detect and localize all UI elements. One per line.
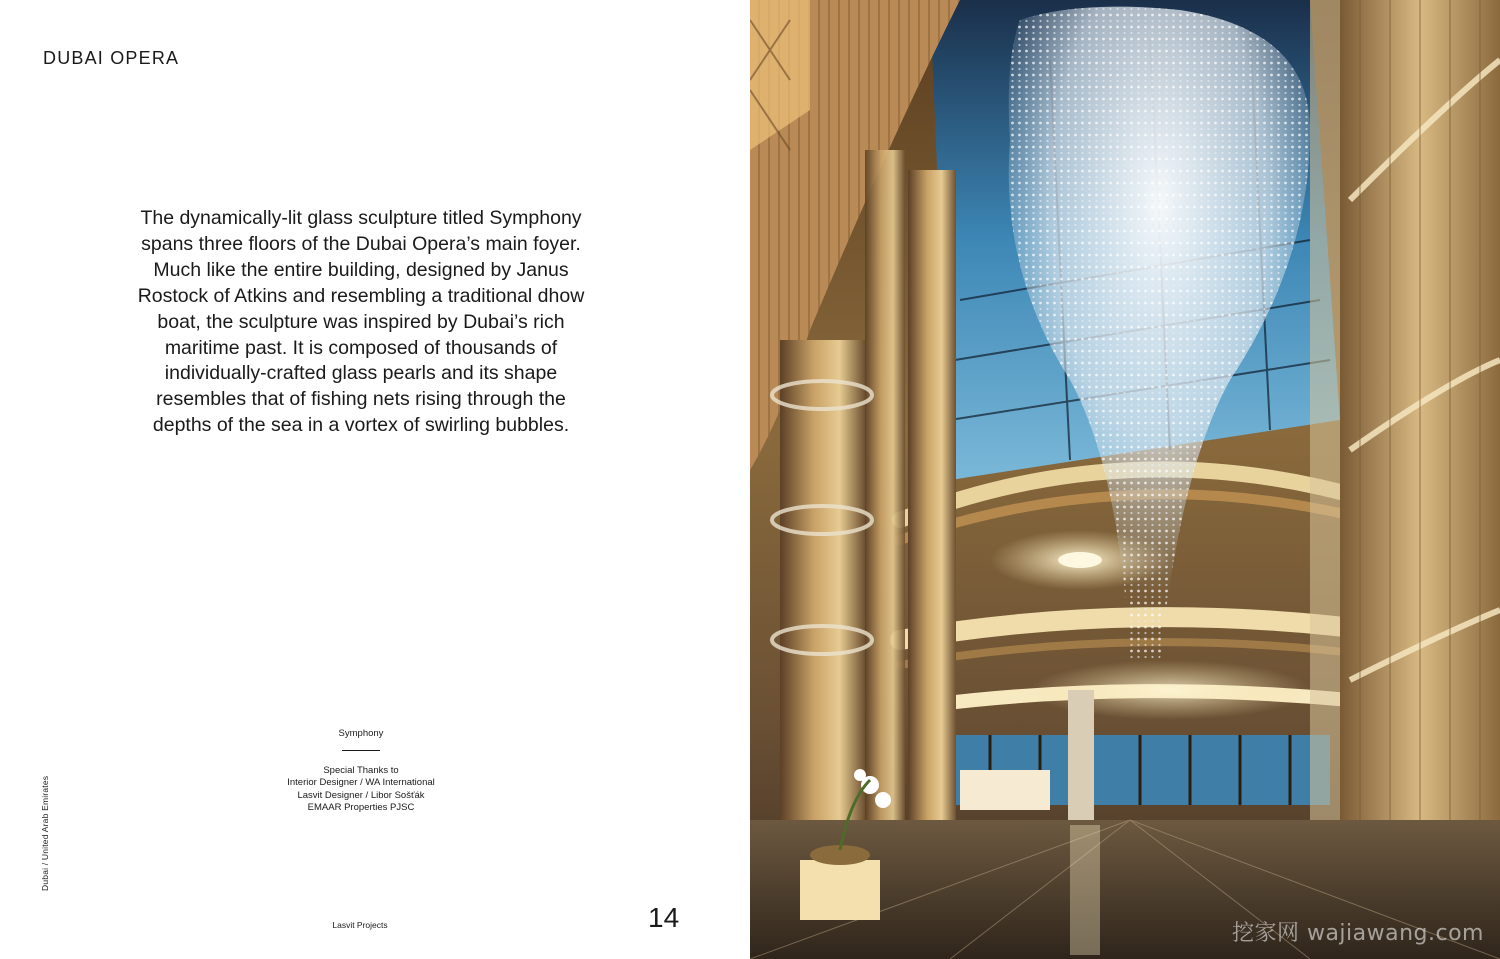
credit-line: Special Thanks to — [323, 765, 399, 777]
watermark-text: 挖家网 wajiawang.com — [1231, 921, 1484, 946]
page-number: 14 — [648, 902, 680, 933]
credit-line: EMAAR Properties PJSC — [307, 801, 415, 813]
credits-block — [236, 728, 486, 814]
body-paragraph: The dynamically-lit glass sculpture titled Symphony spans three floors of the Dubai Opera’s main foyer. Much like the entire building, designed by Janus Rostock of Atkins and resembling a traditional dhow boat, the sculpture was inspired by Dubai’s rich maritime past. It is composed of thousands of individually-crafted glass pearls and its shape resembles that of fishing nets rising through the depths of the sea in a vortex of swirling bubbles. — [137, 207, 585, 437]
location-label: Dubai / United Arab Emirates — [40, 775, 50, 891]
footer-label: Lasvit Projects — [332, 920, 388, 930]
caption-divider — [342, 750, 380, 751]
foyer-chandelier-photo — [750, 0, 1500, 959]
credit-line: Interior Designer / WA International — [287, 777, 435, 789]
page-title: DUBAI OPERA — [43, 48, 180, 68]
caption-title: Symphony — [338, 728, 384, 739]
photo-page — [750, 0, 1500, 959]
credit-line: Lasvit Designer / Libor Sošťák — [297, 789, 425, 801]
